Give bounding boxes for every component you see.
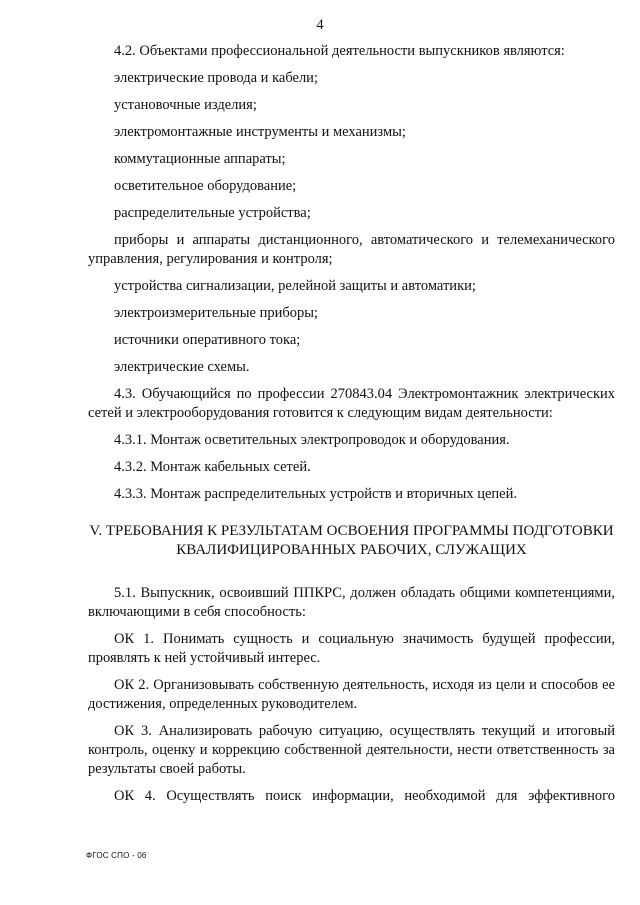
activity-item: 4.3.2. Монтаж кабельных сетей.: [114, 459, 311, 475]
list-item: электроизмерительные приборы;: [114, 305, 319, 321]
list-item: источники оперативного тока;: [114, 332, 301, 348]
chapter-v-title-line1: V. ТРЕБОВАНИЯ К РЕЗУЛЬТАТАМ ОСВОЕНИЯ ПРОГРАММЫ ПОДГОТОВКИ: [89, 523, 614, 539]
activity-item: 4.3.1. Монтаж осветительных электропроводок и оборудования.: [114, 432, 510, 448]
list-item: осветительное оборудование;: [114, 178, 297, 194]
page-content: [88, 42, 615, 806]
chapter-v-title-line2: КВАЛИФИЦИРОВАННЫХ РАБОЧИХ, СЛУЖАЩИХ: [176, 542, 527, 558]
competency-item: ОК 3. Анализировать рабочую ситуацию, осуществлять текущий и итоговый контроль, оценку и коррекцию собственной деятельности, нести ответственность за результаты своей работы.: [88, 723, 615, 777]
list-item: установочные изделия;: [114, 97, 257, 113]
section-4-2-intro: 4.2. Объектами профессиональной деятельности выпускников являются:: [114, 43, 565, 59]
competency-item: ОК 4. Осуществлять поиск информации, необходимой для эффективного: [114, 788, 615, 804]
footer-label: ФГОС СПО - 06: [86, 851, 147, 860]
list-item: электрические схемы.: [114, 359, 250, 375]
page-number: 4: [316, 17, 324, 33]
competency-item: ОК 2. Организовывать собственную деятельность, исходя из цели и способов ее достижения, определенных руководителем.: [88, 677, 615, 712]
activity-item: 4.3.3. Монтаж распределительных устройств и вторичных цепей.: [114, 486, 517, 502]
list-item: распределительные устройства;: [114, 205, 311, 221]
list-item: устройства сигнализации, релейной защиты и автоматики;: [114, 278, 476, 294]
list-item: приборы и аппараты дистанционного, автоматического и телемеханического управления, регулирования и контроля;: [88, 232, 615, 267]
competency-item: ОК 1. Понимать сущность и социальную значимость будущей профессии, проявлять к ней устойчивый интерес.: [88, 631, 615, 666]
list-item: электромонтажные инструменты и механизмы;: [114, 124, 406, 140]
chapter-v-heading: [88, 512, 615, 584]
list-item: электрические провода и кабели;: [114, 70, 318, 86]
list-item: коммутационные аппараты;: [114, 151, 286, 167]
section-4-3-intro: 4.3. Обучающийся по профессии 270843.04 Электромонтажник электрических сетей и электрооборудования готовится к следующим видам деятельности:: [88, 386, 615, 421]
section-5-1-intro: 5.1. Выпускник, освоивший ППКРС, должен обладать общими компетенциями, включающими в себя способность:: [88, 585, 615, 620]
